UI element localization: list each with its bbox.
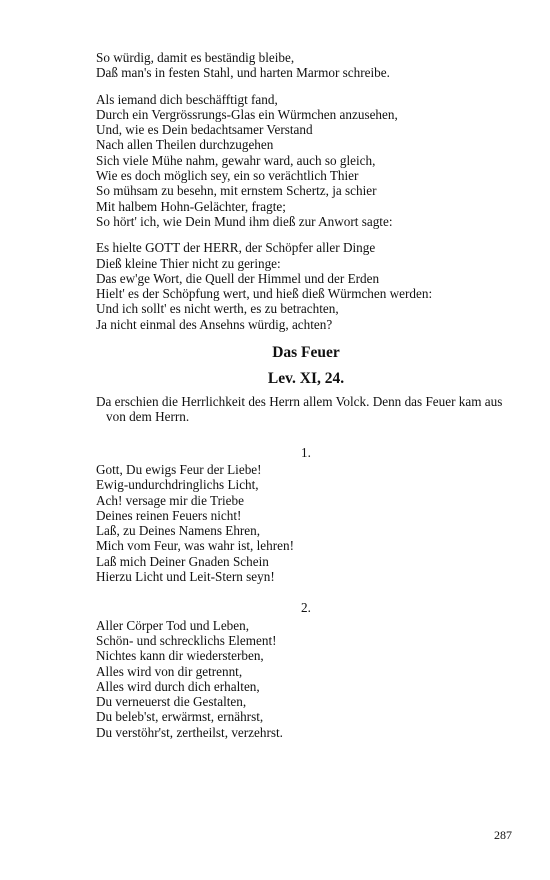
verse-line: Du verstöhr'st, zertheilst, verzehrst. [96,724,283,740]
verse-line: Wie es doch möglich sey, ein so verächtlich Thier [96,168,359,184]
verse-line: Nach allen Theilen durchzugehen [96,137,274,153]
page-text-block [96,50,516,751]
verse-line: Deines reinen Feuers nicht! [96,507,242,523]
verse-line: Sich viele Mühe nahm, gewahr ward, auch so gleich, [96,152,376,168]
stanza-answer [96,240,516,332]
verse-line: Alles wird durch dich erhalten, [96,678,260,694]
verse-line: So würdig, damit es beständig bleibe, [96,50,295,65]
stanza-number: 1. [301,444,311,460]
verse-line: Das ew'ge Wort, die Quell der Himmel und der Erden [96,270,380,286]
verse-line: Dieß kleine Thier nicht zu geringe: [96,255,281,271]
verse-line: Durch ein Vergrössrungs-Glas ein Würmchen anzusehen, [96,106,398,122]
verse-line: Gott, Du ewigs Feur der Liebe! [96,461,262,477]
stanza-question [96,92,516,230]
verse-line: So mühsam zu besehn, mit ernstem Schertz, ja schier [96,183,377,199]
scripture-reference: Lev. XI, 24. [267,370,345,388]
verse-line: Laß mich Deiner Gnaden Schein [96,553,269,569]
stanza-1 [96,462,516,584]
verse-line: Und ich sollt' es nicht werth, es zu betrachten, [96,301,339,317]
verse-line: Hielt' es der Schöpfung wert, und hieß dieß Würmchen werden: [96,286,433,302]
verse-line: Hierzu Licht und Leit-Stern seyn! [96,569,275,585]
verse-line: Schön- und schrecklichs Element! [96,632,277,648]
poem-title: Das Feuer [272,344,340,362]
verse-line: Es hielte GOTT der HERR, der Schöpfer aller Dinge [96,240,376,256]
stanza-2 [96,618,516,740]
verse-line: Alles wird von dir getrennt, [96,663,243,679]
verse-line: Nichtes kann dir wiedersterben, [96,648,264,664]
verse-line: Ewig-undurchdringlichs Licht, [96,477,259,493]
page-number: 287 [494,828,512,842]
verse-line: Laß, zu Deines Namens Ehren, [96,523,261,539]
verse-line: Daß man's in festen Stahl, und harten Marmor schreibe. [96,65,390,81]
verse-line: Und, wie es Dein bedachtsamer Verstand [96,122,313,138]
verse-line: Ach! versage mir die Triebe [96,492,244,508]
verse-line: Aller Cörper Tod und Leben, [96,617,250,633]
verse-line: Ja nicht einmal des Ansehns würdig, achten? [96,316,333,332]
verse-line: Als iemand dich beschäfftigt fand, [96,91,278,107]
verse-line: Du verneuerst die Gestalten, [96,694,247,710]
verse-line: Du beleb'st, erwärmst, ernährst, [96,709,264,725]
verse-line: So hört' ich, wie Dein Mund ihm dieß zur Anwort sagte: [96,213,393,229]
verse-line: Mit halbem Hohn-Gelächter, fragte; [96,198,286,214]
motto: Da erschien die Herrlichkeit des Herrn allem Volck. Denn das Feuer kam aus von dem Herrn. [96,394,503,425]
verse-line: Mich vom Feur, was wahr ist, lehren! [96,538,294,554]
stanza-number: 2. [301,600,311,616]
stanza-top [96,50,516,81]
